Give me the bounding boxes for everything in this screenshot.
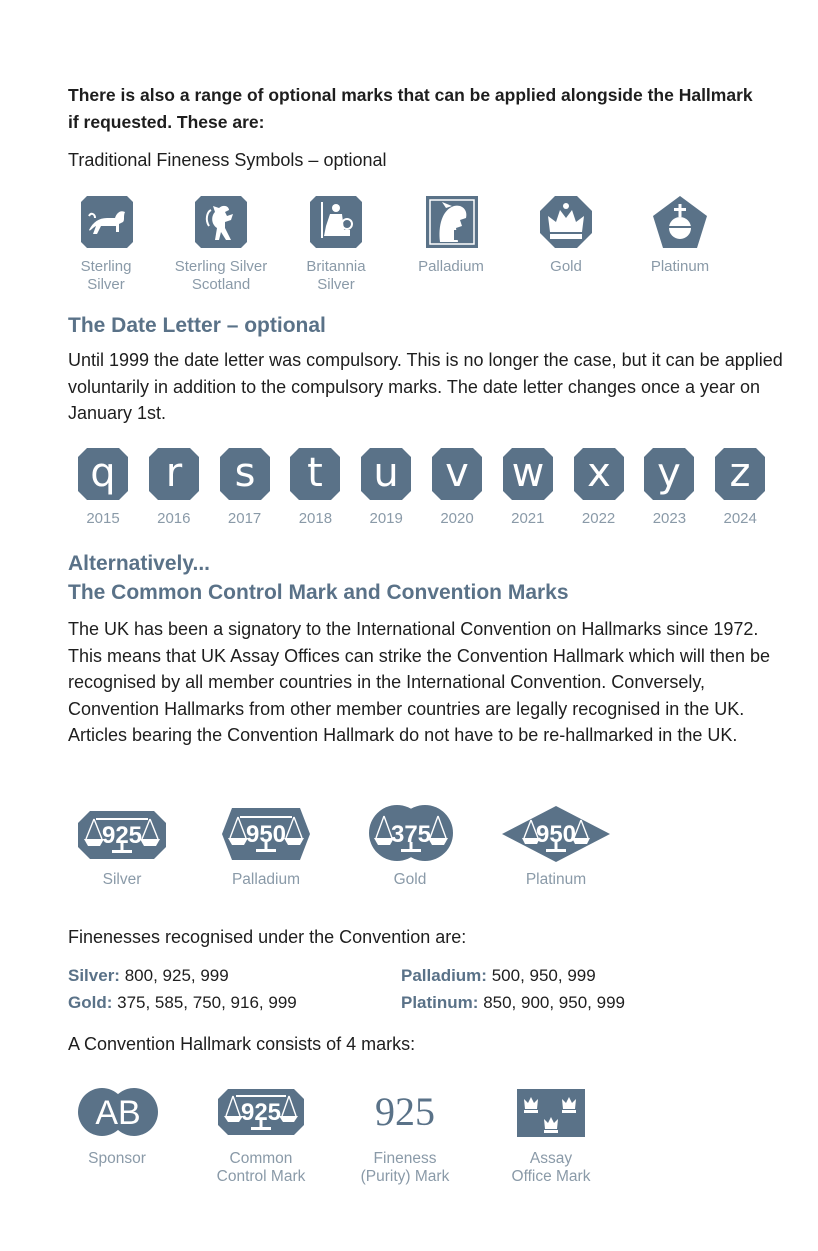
date-letter-mark-s [220,448,270,500]
fineness-platinum-values: 850, 900, 950, 999 [483,993,625,1012]
fineness-silver-label: Silver: [68,966,120,985]
common-control-mark [216,1087,306,1137]
date-letter-mark-x [574,448,624,500]
alternatively-heading: Alternatively... [68,552,210,575]
date-letter-z: z [729,450,751,496]
fineness-purity-number: 925 [375,1089,435,1134]
assay-office-mark [517,1089,585,1137]
symbol-label-sterling-silver-scotland: Sterling Silver Scotland [174,258,268,293]
date-letter-r: r [165,450,183,496]
convention-label-silver: Silver [102,871,142,888]
date-letter-t: t [307,450,324,496]
date-letter-year: 2015 [86,510,120,527]
date-letter-w: w [511,450,545,496]
date-letter-u: u [373,450,399,496]
date-letter-year: 2021 [511,510,545,527]
fineness-palladium-label: Palladium: [401,966,487,985]
symbol-label-palladium: Palladium [418,258,484,275]
common-control-mark-number: 925 [240,1099,282,1126]
convention-mark-palladium-number: 950 [245,821,287,848]
date-letter-year: 2016 [157,510,191,527]
fineness-silver [68,962,229,989]
pallas-athene-icon [426,196,478,248]
convention-label-gold: Gold [393,871,427,888]
date-letter-year: 2020 [440,510,474,527]
fineness-palladium-values: 500, 950, 999 [491,966,596,985]
date-letter-text: Until 1999 the date letter was compulsory. This is no longer the case, but it can be applied voluntarily in addition to the compulsory marks. The date letter changes once a year on January 1st. [68,350,783,423]
convention-marks-heading: The Common Control Mark and Convention Marks [68,581,569,604]
sponsor-initials: AB [95,1094,141,1132]
sponsor-label: Sponsor [88,1150,146,1167]
symbol-label-platinum: Platinum [650,258,710,275]
symbol-label-gold: Gold [550,258,582,275]
symbol-label-sterling-silver: Sterling Silver [80,258,132,293]
date-letter-mark-w [503,448,553,500]
date-letter-year: 2018 [298,510,333,527]
date-letter-v: v [445,450,469,496]
convention-mark-gold [368,804,454,862]
common-control-mark-label: Common Control Mark [216,1150,306,1185]
lion-rampant-icon [195,196,247,248]
convention-mark-silver [76,809,168,861]
convention-label-platinum: Platinum [525,871,587,888]
convention-mark-gold-number: 375 [390,821,432,848]
convention-mark-platinum-number: 950 [535,821,577,848]
convention-text: The UK has been a signatory to the International Convention on Hallmarks since 1972. This means that UK Assay Offices can strike the Convention Hallmark which will then be recognised by all member countries in the International Convention. Conversely, Convention Hallmarks from other member countries are legally recognised in the UK. Articles bearing the Convention Hallmark do not have to be re-hallmarked in the UK. [68,619,770,745]
fineness-silver-values: 800, 925, 999 [124,966,229,985]
date-letter-year: 2024 [723,510,757,527]
date-letter-mark-t [290,448,340,500]
britannia-icon [310,196,362,248]
convention-mark-silver-number: 925 [101,822,143,849]
date-letter-y: y [657,450,682,496]
fineness-symbols-heading: Traditional Fineness Symbols – optional [68,150,387,170]
convention-mark-platinum [500,806,612,862]
date-letter-mark-z [715,448,765,500]
fineness-purity-mark-label: Fineness (Purity) Mark [360,1150,450,1185]
date-letter-mark-v [432,448,482,500]
fineness-platinum-label: Platinum: [401,993,479,1012]
fineness-gold [68,989,297,1016]
date-letter-x: x [586,450,611,496]
assay-office-mark-label: Assay Office Mark [511,1150,591,1185]
intro-text: There is also a range of optional marks that can be applied alongside the Hallmark if requested. These are: [68,85,753,132]
symbol-label-britannia-silver: Britannia Silver [306,258,366,293]
date-letter-mark-y [644,448,694,500]
fineness-gold-values: 375, 585, 750, 916, 999 [117,993,297,1012]
date-letter-year: 2023 [652,510,687,527]
crown-icon [540,196,592,248]
date-letter-year: 2019 [369,510,403,527]
date-letter-mark-r [149,448,199,500]
date-letter-q: q [90,450,116,496]
orb-icon [653,196,707,248]
date-letter-mark-u [361,448,411,500]
convention-label-palladium: Palladium [231,871,301,888]
date-letter-mark-q [78,448,128,500]
finenesses-heading: Finenesses recognised under the Convention are: [68,927,467,947]
consists-heading: A Convention Hallmark consists of 4 marks: [68,1034,416,1054]
fineness-gold-label: Gold: [68,993,113,1012]
date-letter-year: 2022 [581,510,616,527]
convention-mark-palladium [220,806,312,862]
fineness-palladium [401,962,596,989]
date-letter-s: s [234,450,256,496]
date-letter-heading: The Date Letter – optional [68,314,326,337]
lion-passant-icon [81,196,133,248]
sponsor-mark [77,1087,159,1137]
fineness-platinum [401,989,625,1016]
date-letter-year: 2017 [227,510,262,527]
